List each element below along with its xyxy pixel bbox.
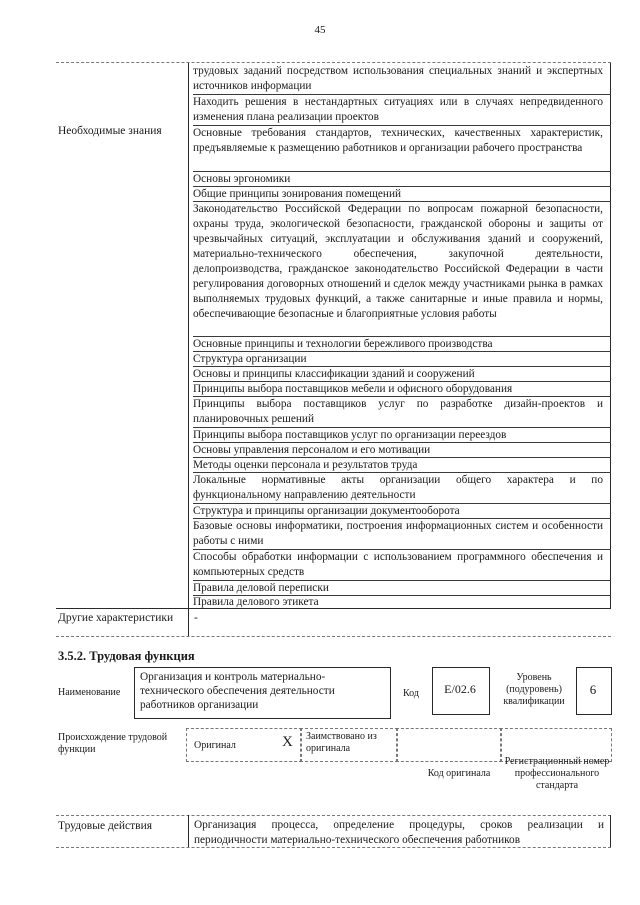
actions-value: Организация процесса, определение процедуры, сроков реализации и периодичности материально-технического обеспечения работников — [194, 819, 604, 846]
knowledge-item: Основные требования стандартов, технических, качественных характеристик, предъявляемые к размещению работников и организации рабочего пространства — [193, 127, 603, 154]
original-mark: X — [282, 734, 293, 750]
knowledge-item: Принципы выбора поставщиков услуг по разработке дизайн-проектов и планировочных решений — [193, 398, 603, 425]
level-label: Уровень (подуровень) квалификации — [503, 672, 565, 707]
knowledge-item: Правила деловой переписки — [193, 582, 329, 594]
requirements-table — [56, 62, 611, 636]
other-characteristics-value: - — [194, 612, 198, 624]
code-value: E/02.6 — [444, 682, 476, 696]
column-divider — [188, 62, 189, 636]
knowledge-item: Основы управления персоналом и его мотивации — [193, 444, 431, 456]
code-label: Код — [403, 688, 419, 699]
knowledge-item: Правила делового этикета — [193, 596, 319, 608]
actions-top-border — [56, 815, 611, 816]
knowledge-item: Базовые основы информатики, построения информационных систем и особенности работы с ними — [193, 520, 603, 547]
code-original-label: Код оригинала — [427, 768, 491, 779]
knowledge-item: Принципы выбора поставщиков мебели и офисного оборудования — [193, 383, 513, 395]
page-number: 45 — [314, 24, 326, 36]
actions-right-border — [610, 815, 611, 847]
origin-label: Происхождение трудовой функции — [58, 732, 168, 755]
knowledge-item: Принципы выбора поставщиков услуг по организации переездов — [193, 429, 507, 441]
level-value: 6 — [589, 682, 597, 697]
reg-number-label: Регистрационный номер профессионального стандарта — [504, 756, 610, 791]
actions-bottom-border — [56, 847, 611, 848]
knowledge-item: Структура и принципы организации документооборота — [193, 505, 460, 517]
knowledge-item: Способы обработки информации с использованием программного обеспечения и компьютерных средств — [193, 551, 603, 578]
code-original-cell — [396, 728, 502, 762]
label-other-characteristics: Другие характеристики — [58, 612, 174, 624]
knowledge-item: Основы и принципы классификации зданий и сооружений — [193, 368, 475, 380]
right-border — [610, 62, 611, 608]
original-label: Оригинал — [194, 740, 236, 751]
borrowed-label: Заимствовано из оригинала — [306, 731, 377, 754]
knowledge-item: Методы оценки персонала и результатов труда — [193, 459, 418, 471]
actions-label: Трудовые действия — [58, 820, 153, 832]
section-title: 3.5.2. Трудовая функция — [58, 649, 195, 663]
knowledge-item: Основы эргономики — [193, 173, 291, 185]
knowledge-item: Структура организации — [193, 353, 307, 365]
knowledge-item: Основные принципы и технологии бережливого производства — [193, 338, 493, 350]
actions-divider — [188, 815, 189, 847]
name-label: Наименование — [58, 687, 121, 698]
table-bottom-border — [56, 636, 611, 637]
knowledge-item: трудовых заданий посредством использования специальных знаний и экспертных источников информации — [193, 65, 603, 92]
knowledge-item: Общие принципы зонирования помещений — [193, 188, 402, 200]
knowledge-item: Законодательство Российской Федерации по вопросам пожарной безопасности, охраны труда, экологической безопасности, гражданской обороны и защиты от чрезвычайных ситуаций, эксплуатации и обслуживания зданий и сооружений, материально-технического обеспечения, закупочной деятельности, делопроизводства, гражданское законодательство Российской Федерации в части регулирования договорных отношений и сделок между участниками рынка в рамках выполняемых трудовых функций, а также санитарные и иные правила и нормы, обеспечивающие безопасные и благоприятные условия работы — [193, 203, 603, 320]
knowledge-item: Локальные нормативные акты организации общего характера и по функциональному направлению деятельности — [193, 474, 603, 501]
knowledge-item: Находить решения в нестандартных ситуациях или в случаях непредвиденного изменения плана реализации проектов — [193, 96, 603, 123]
label-knowledge: Необходимые знания — [58, 125, 162, 137]
function-name: Организация и контроль материально-технического обеспечения деятельности работников организации — [140, 671, 335, 711]
top-border — [56, 62, 611, 63]
